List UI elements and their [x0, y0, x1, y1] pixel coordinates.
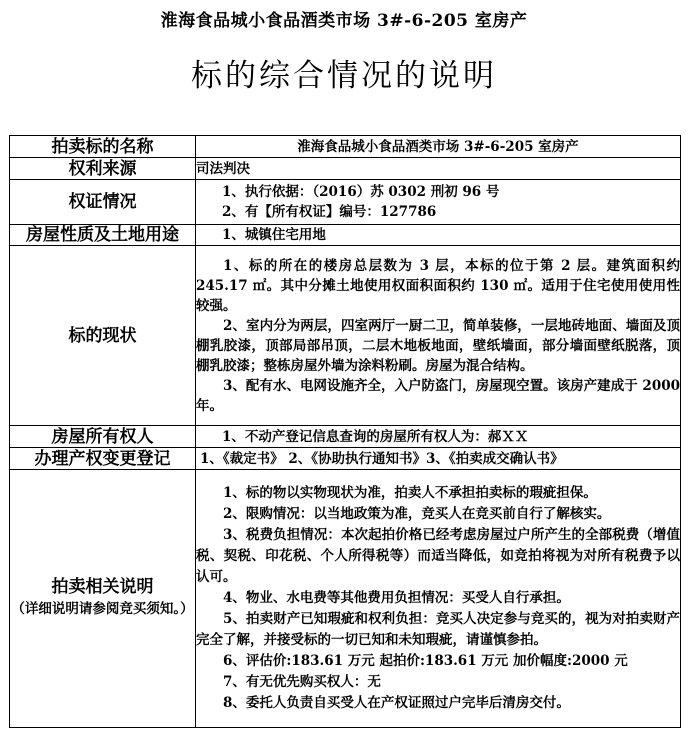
auction-notes-title: 拍卖相关说明 [51, 577, 154, 597]
auction-notes-subnote: （详细说明请参阅竞买须知。） [11, 601, 194, 617]
table-row-notes [10, 470, 681, 728]
label-owner: 房屋所有权人 [10, 426, 196, 448]
value-title-transfer: 1、《裁定书》 2、《协助执行通知书》3、《拍卖成交确认书》 [196, 448, 681, 470]
table-row-owner [10, 426, 681, 448]
label-title-transfer: 办理产权变更登记 [10, 448, 196, 470]
document-title: 标的综合情况的说明 [191, 58, 497, 94]
table-row-nature [10, 225, 681, 246]
table-row-certificate [10, 180, 681, 225]
notes-item-5: 5、拍卖财产已知瑕疵和权利负担：竞买人决定参与竞买的，视为对拍卖财产完全了解，并接受标的一切已知和未知瑕疵，请谨慎参拍。 [196, 611, 680, 648]
notes-item-1: 1、标的物以实物现状为准，拍卖人不承担拍卖标的瑕疵担保。 [223, 485, 597, 501]
property-nature-text: 1、城镇住宅用地 [222, 227, 326, 243]
status-paragraph-3: 3、配有水、电网设施齐全，入户防盗门，房屋现空置。该房产建成于 2000 年。 [196, 377, 680, 414]
value-auction-notes [196, 470, 681, 728]
label-rights-source: 权利来源 [10, 158, 196, 180]
notes-item-8: 8、委托人负责自买受人在产权证照过户完毕后清房交付。 [223, 695, 570, 711]
value-current-status [196, 246, 681, 426]
table-row-source [10, 158, 681, 180]
value-certificate [196, 180, 681, 225]
notes-item-2: 2、限购情况：以当地政策为准，竞买人在竞买前自行了解核实。 [223, 506, 611, 522]
notes-item-7: 7、有无优先购买权人：无 [223, 674, 381, 690]
notes-item-3: 3、税费负担情况：本次起拍价格已经考虑房屋过户所产生的全部税费（增值税、契税、印花税、个人所得税等）而适当降低，如竞拍将视为对所有税费予以认可。 [196, 527, 680, 585]
label-certificate: 权证情况 [10, 180, 196, 225]
status-paragraph-2: 2、室内分为两层，四室两厅一厨二卫，简单装修，一层地砖地面、墙面及顶棚乳胶漆，顶部局部吊顶，二层木地板地面，壁纸墙面，部分墙面壁纸脱落，顶棚乳胶漆；整栋房屋外墙为涂料粉刷。房屋为混合结构。 [196, 317, 680, 374]
owner-text: 1、不动产登记信息查询的房屋所有权人为：郝ＸＸ [222, 428, 529, 445]
label-auction-target-name: 拍卖标的名称 [10, 136, 196, 158]
value-property-nature [196, 225, 681, 246]
table-row-transfer [10, 448, 681, 470]
document-subtitle: 淮海食品城小食品酒类市场 3#-6-205 室房产 [160, 11, 528, 31]
value-auction-target-name: 淮海食品城小食品酒类市场 3#-6-205 室房产 [196, 136, 681, 158]
status-paragraph-1: 1、标的所在的楼房总层数为 3 层，本标的位于第 2 层。建筑面积约 245.17 ㎡。其中分摊土地使用权面积面积约 130 ㎡。适用于住宅使用使用性较强。 [196, 257, 680, 314]
label-auction-notes [10, 470, 196, 728]
value-owner [196, 426, 681, 448]
table-row-name [10, 136, 681, 158]
notes-item-6: 6、评估价:183.61 万元 起拍价:183.61 万元 加价幅度:2000 元 [223, 653, 628, 669]
table-row-status [10, 246, 681, 426]
label-property-nature: 房屋性质及土地用途 [10, 225, 196, 246]
certificate-line-2: 2、有【所有权证】编号：127786 [222, 204, 437, 220]
certificate-line-1: 1、执行依据：（2016）苏 0302 刑初 96 号 [222, 184, 500, 200]
notes-item-4: 4、物业、水电费等其他费用负担情况：买受人自行承担。 [223, 590, 570, 606]
value-rights-source: 司法判决 [196, 158, 681, 180]
label-current-status: 标的现状 [10, 246, 196, 426]
info-table [9, 135, 681, 728]
